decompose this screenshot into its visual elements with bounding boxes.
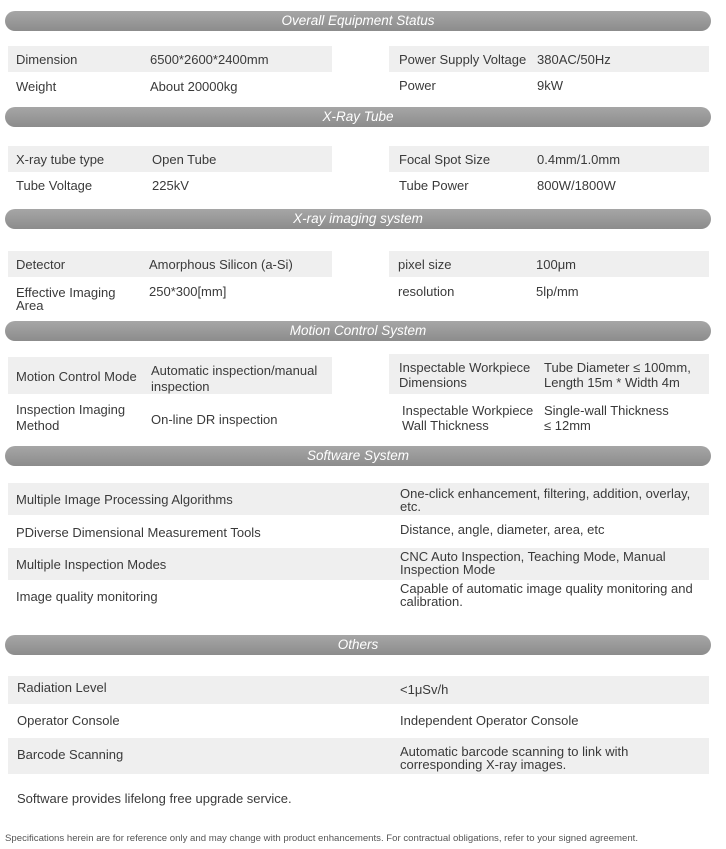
tube-power-value: 800W/1800W <box>537 178 616 193</box>
value-line: Single-wall Thickness <box>544 403 669 418</box>
label-line: Area <box>16 298 44 313</box>
tube-type-label: X-ray tube type <box>16 152 105 167</box>
label-line: Wall Thickness <box>402 418 489 433</box>
value-line: corresponding X-ray images. <box>400 757 567 772</box>
dimension-label: Dimension <box>16 52 78 67</box>
value-line: etc. <box>400 499 421 514</box>
value-line: Capable of automatic image quality monitoring and <box>400 581 693 596</box>
value-line: CNC Auto Inspection, Teaching Mode, Manual <box>400 549 666 564</box>
power-supply-voltage-label: Power Supply Voltage <box>399 52 527 67</box>
effective-imaging-area-value: 250*300[mm] <box>149 284 227 299</box>
resolution-value: 5lp/mm <box>536 284 579 299</box>
label-line: Inspectable Workpiece <box>399 360 531 375</box>
value-line: One-click enhancement, filtering, addition, overlay, <box>400 486 691 501</box>
barcode-scanning-value <box>400 745 628 772</box>
value-line: Automatic inspection/manual <box>151 363 318 378</box>
dimension-value: 6500*2600*2400mm <box>150 52 269 67</box>
operator-console-label: Operator Console <box>17 713 120 728</box>
focal-spot-label: Focal Spot Size <box>399 152 491 167</box>
motion-control-mode-value <box>151 364 317 394</box>
label-line: Dimensions <box>399 375 467 390</box>
motion-control-mode-label: Motion Control Mode <box>16 369 137 384</box>
tube-type-value: Open Tube <box>152 152 217 167</box>
weight-label: Weight <box>16 79 57 94</box>
footnote: Specifications herein are for reference only and may change with product enhancements. For contractual obligations, refer to your signed agreement. <box>5 833 639 844</box>
row-shade <box>8 676 709 704</box>
workpiece-wall-thickness-value <box>544 404 669 433</box>
inspection-imaging-method-label <box>16 403 125 433</box>
label-line: Inspectable Workpiece <box>402 403 534 418</box>
focal-spot-value: 0.4mm/1.0mm <box>537 152 621 167</box>
section-header-others: Others <box>5 635 711 655</box>
value-line: ≤ 12mm <box>544 418 591 433</box>
software-row-3-label: Multiple Inspection Modes <box>16 557 167 572</box>
value-line: Automatic barcode scanning to link with <box>400 744 629 759</box>
pixel-size-value: 100μm <box>536 257 577 272</box>
label-line: Inspection Imaging <box>16 402 126 417</box>
section-header-motion: Motion Control System <box>5 321 711 341</box>
weight-value: About 20000kg <box>150 79 238 94</box>
operator-console-value: Independent Operator Console <box>400 713 579 728</box>
value-line: inspection <box>151 379 210 394</box>
label-line: Method <box>16 418 60 433</box>
upgrade-note: Software provides lifelong free upgrade service. <box>17 791 292 806</box>
power-supply-voltage-value: 380AC/50Hz <box>537 52 611 67</box>
software-row-1-label: Multiple Image Processing Algorithms <box>16 492 233 507</box>
pixel-size-label: pixel size <box>398 257 452 272</box>
section-header-tube: X-Ray Tube <box>5 107 711 127</box>
resolution-label: resolution <box>398 284 455 299</box>
tube-voltage-label: Tube Voltage <box>16 178 93 193</box>
tube-voltage-value: 225kV <box>152 178 189 193</box>
workpiece-dimensions-value <box>544 361 691 390</box>
value-line: calibration. <box>400 594 463 609</box>
section-header-overall: Overall Equipment Status <box>5 11 711 31</box>
workpiece-dimensions-label <box>399 361 530 390</box>
software-row-4-value <box>400 582 693 609</box>
radiation-level-value: <1μSv/h <box>400 682 449 697</box>
software-row-1-value <box>400 487 690 514</box>
inspection-imaging-method-value: On-line DR inspection <box>151 412 278 427</box>
power-value: 9kW <box>537 78 563 93</box>
value-line: Inspection Mode <box>400 562 496 577</box>
effective-imaging-area-label <box>16 286 115 313</box>
section-header-imaging: X-ray imaging system <box>5 209 711 229</box>
software-row-2-value: Distance, angle, diameter, area, etc <box>400 522 605 537</box>
tube-power-label: Tube Power <box>399 178 469 193</box>
detector-label: Detector <box>16 257 66 272</box>
barcode-scanning-label: Barcode Scanning <box>17 747 124 762</box>
workpiece-wall-thickness-label <box>402 404 533 433</box>
radiation-level-label: Radiation Level <box>17 680 107 695</box>
value-line: Length 15m * Width 4m <box>544 375 680 390</box>
software-row-3-value <box>400 550 666 577</box>
label-line: Effective Imaging <box>16 285 116 300</box>
detector-value: Amorphous Silicon (a-Si) <box>149 257 293 272</box>
software-row-4-label: Image quality monitoring <box>16 589 158 604</box>
power-label: Power <box>399 78 436 93</box>
software-row-2-label: PDiverse Dimensional Measurement Tools <box>16 525 261 540</box>
section-header-software: Software System <box>5 446 711 466</box>
value-line: Tube Diameter ≤ 100mm, <box>544 360 691 375</box>
